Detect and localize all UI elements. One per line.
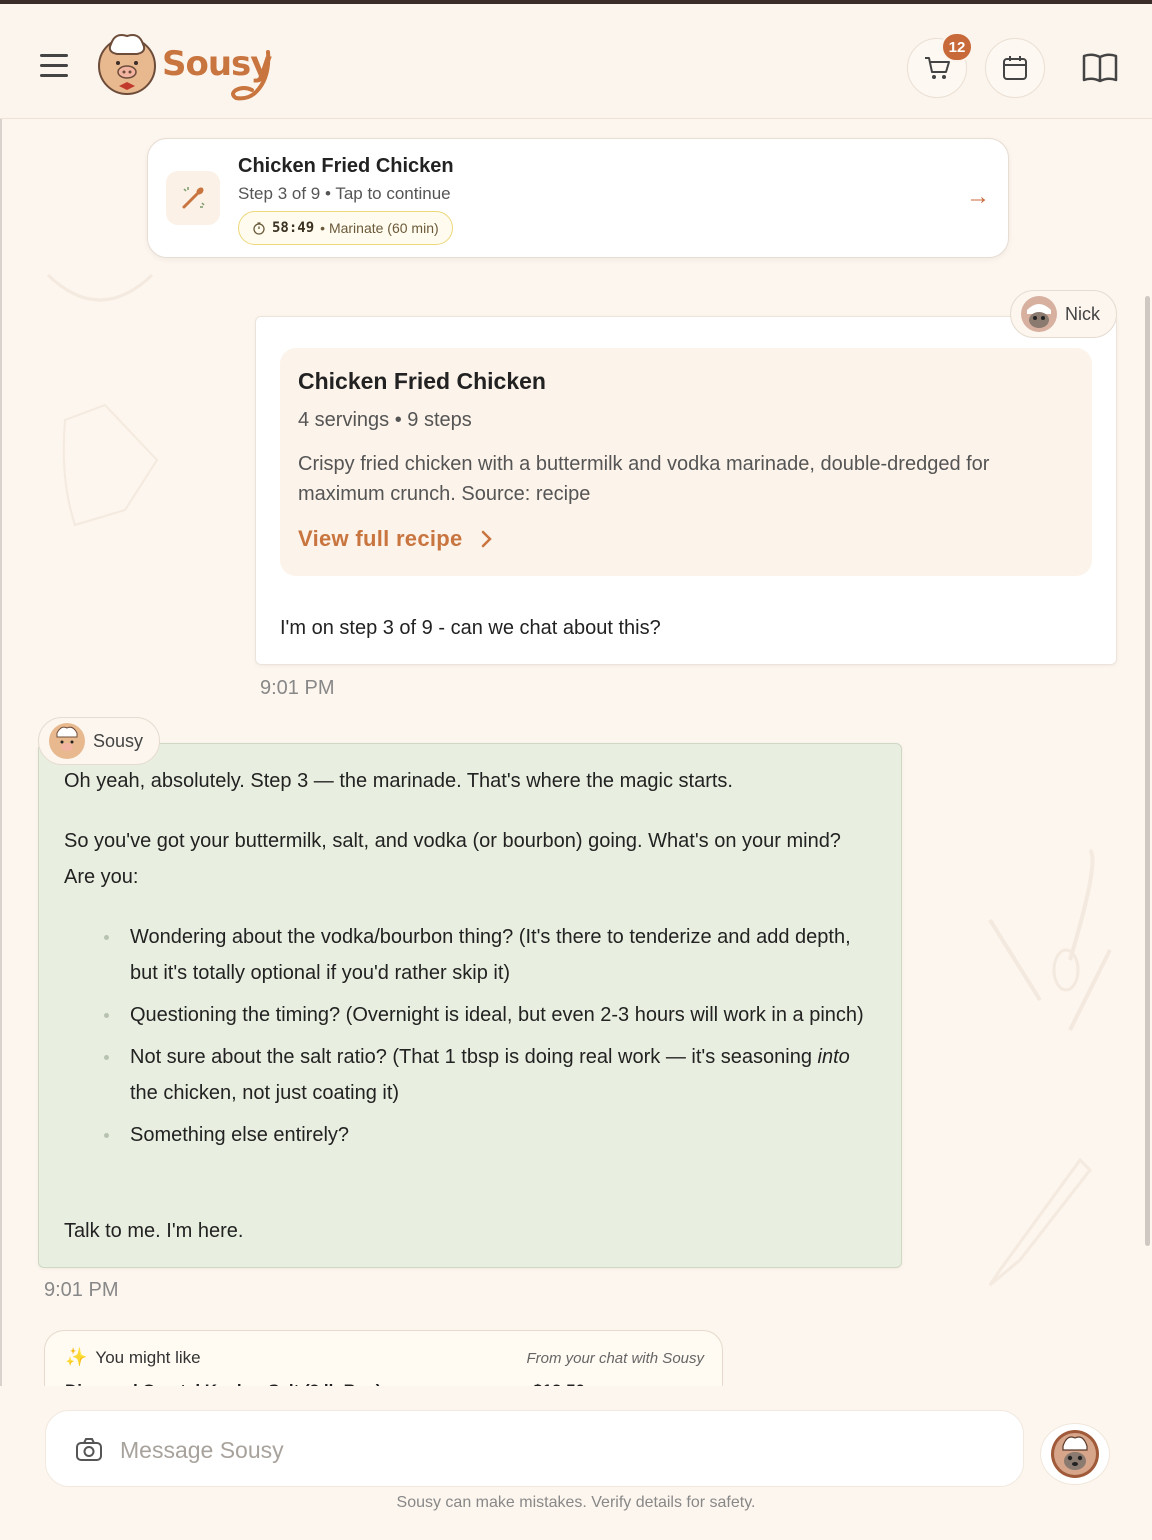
chevron-right-icon [481, 530, 493, 548]
assistant-author-chip [38, 717, 160, 765]
timer-icon [252, 221, 266, 235]
timer-badge[interactable] [238, 211, 453, 245]
active-recipe-card[interactable] [147, 138, 1009, 258]
list-item-emphasis: into [817, 1046, 850, 1068]
sousy-logo-icon[interactable] [97, 32, 157, 94]
product-suggestions-card[interactable] [44, 1330, 723, 1386]
list-item-text: Not sure about the salt ratio? (That 1 tbsp is doing real work — it's seasoning [130, 1046, 812, 1068]
user-message-bubble [255, 316, 1117, 665]
background-doodle-utensils [980, 840, 1120, 1040]
background-doodle-knife [980, 1150, 1100, 1290]
scrollbar[interactable] [1145, 296, 1150, 1246]
view-full-recipe-label: View full recipe [298, 526, 463, 551]
list-item-text-rest: the chicken, not just coating it) [130, 1082, 400, 1104]
user-message-time: 9:01 PM [260, 677, 335, 699]
sparkle-icon: ✨ [65, 1347, 88, 1367]
calendar-button[interactable] [985, 38, 1045, 98]
suggestions-source: From your chat with Sousy [526, 1350, 704, 1367]
shared-recipe-card[interactable] [280, 348, 1092, 576]
timer-value: 58:49 [272, 220, 315, 236]
recipe-title: Chicken Fried Chicken [298, 368, 546, 394]
message-composer [45, 1410, 1024, 1487]
message-input[interactable] [120, 1425, 1000, 1475]
background-doodle-towel [45, 400, 165, 530]
assistant-paragraph: So you've got your buttermilk, salt, and vodka (or bourbon) going. What's on your mind? Are you: [64, 830, 841, 888]
cart-count-badge: 12 [941, 32, 973, 62]
camera-icon[interactable] [74, 1435, 104, 1465]
recipe-meta: 4 servings • 9 steps [298, 409, 472, 431]
ladle-logo-icon [226, 48, 276, 106]
voice-chat-button[interactable] [1040, 1423, 1110, 1485]
assistant-avatar [49, 723, 85, 759]
assistant-message-bubble [38, 743, 902, 1268]
user-message-text: I'm on step 3 of 9 - can we chat about this? [280, 617, 661, 639]
disclaimer-text: Sousy can make mistakes. Verify details for safety. [396, 1494, 756, 1511]
continue-arrow-icon[interactable]: → [966, 183, 990, 210]
menu-icon[interactable] [40, 54, 70, 80]
chef-avatar-icon [1049, 1428, 1101, 1480]
recipe-description: Crispy fried chicken with a buttermilk and vodka marinade, double-dredged for maximum crunch. Source: recipe [298, 453, 990, 505]
suggestions-header [65, 1347, 201, 1368]
list-item: Something else entirely? [64, 1117, 864, 1153]
assistant-bullet-list [64, 919, 864, 1159]
session-step-progress: Step 3 of 9 • Tap to continue [238, 184, 451, 203]
background-doodle-bowl [40, 255, 160, 305]
session-recipe-title: Chicken Fried Chicken [238, 155, 454, 177]
app-name: Sousy [162, 44, 272, 84]
timer-step-label: • Marinate (60 min) [320, 220, 439, 236]
assistant-paragraph: Oh yeah, absolutely. Step 3 — the marinade. That's where the magic starts. [64, 770, 733, 792]
calendar-icon [1001, 54, 1029, 82]
book-icon[interactable] [1080, 48, 1120, 88]
user-author-chip [1010, 290, 1117, 338]
list-item: Wondering about the vodka/bourbon thing? (It's there to tenderize and add depth, but it's totally optional if you'd rather skip it) [64, 919, 864, 991]
assistant-paragraph: Talk to me. I'm here. [64, 1220, 244, 1242]
app-header [0, 4, 1152, 119]
user-avatar [1021, 296, 1057, 332]
list-item: Questioning the timing? (Overnight is ideal, but even 2-3 hours will work in a pinch) [64, 997, 864, 1033]
whisk-icon [166, 171, 220, 225]
assistant-author-name: Sousy [93, 730, 144, 751]
assistant-message-time: 9:01 PM [44, 1279, 119, 1301]
user-author-name: Nick [1065, 303, 1100, 324]
view-full-recipe-link[interactable] [298, 526, 493, 552]
suggestions-title: You might like [95, 1347, 201, 1367]
list-item [64, 1039, 864, 1111]
